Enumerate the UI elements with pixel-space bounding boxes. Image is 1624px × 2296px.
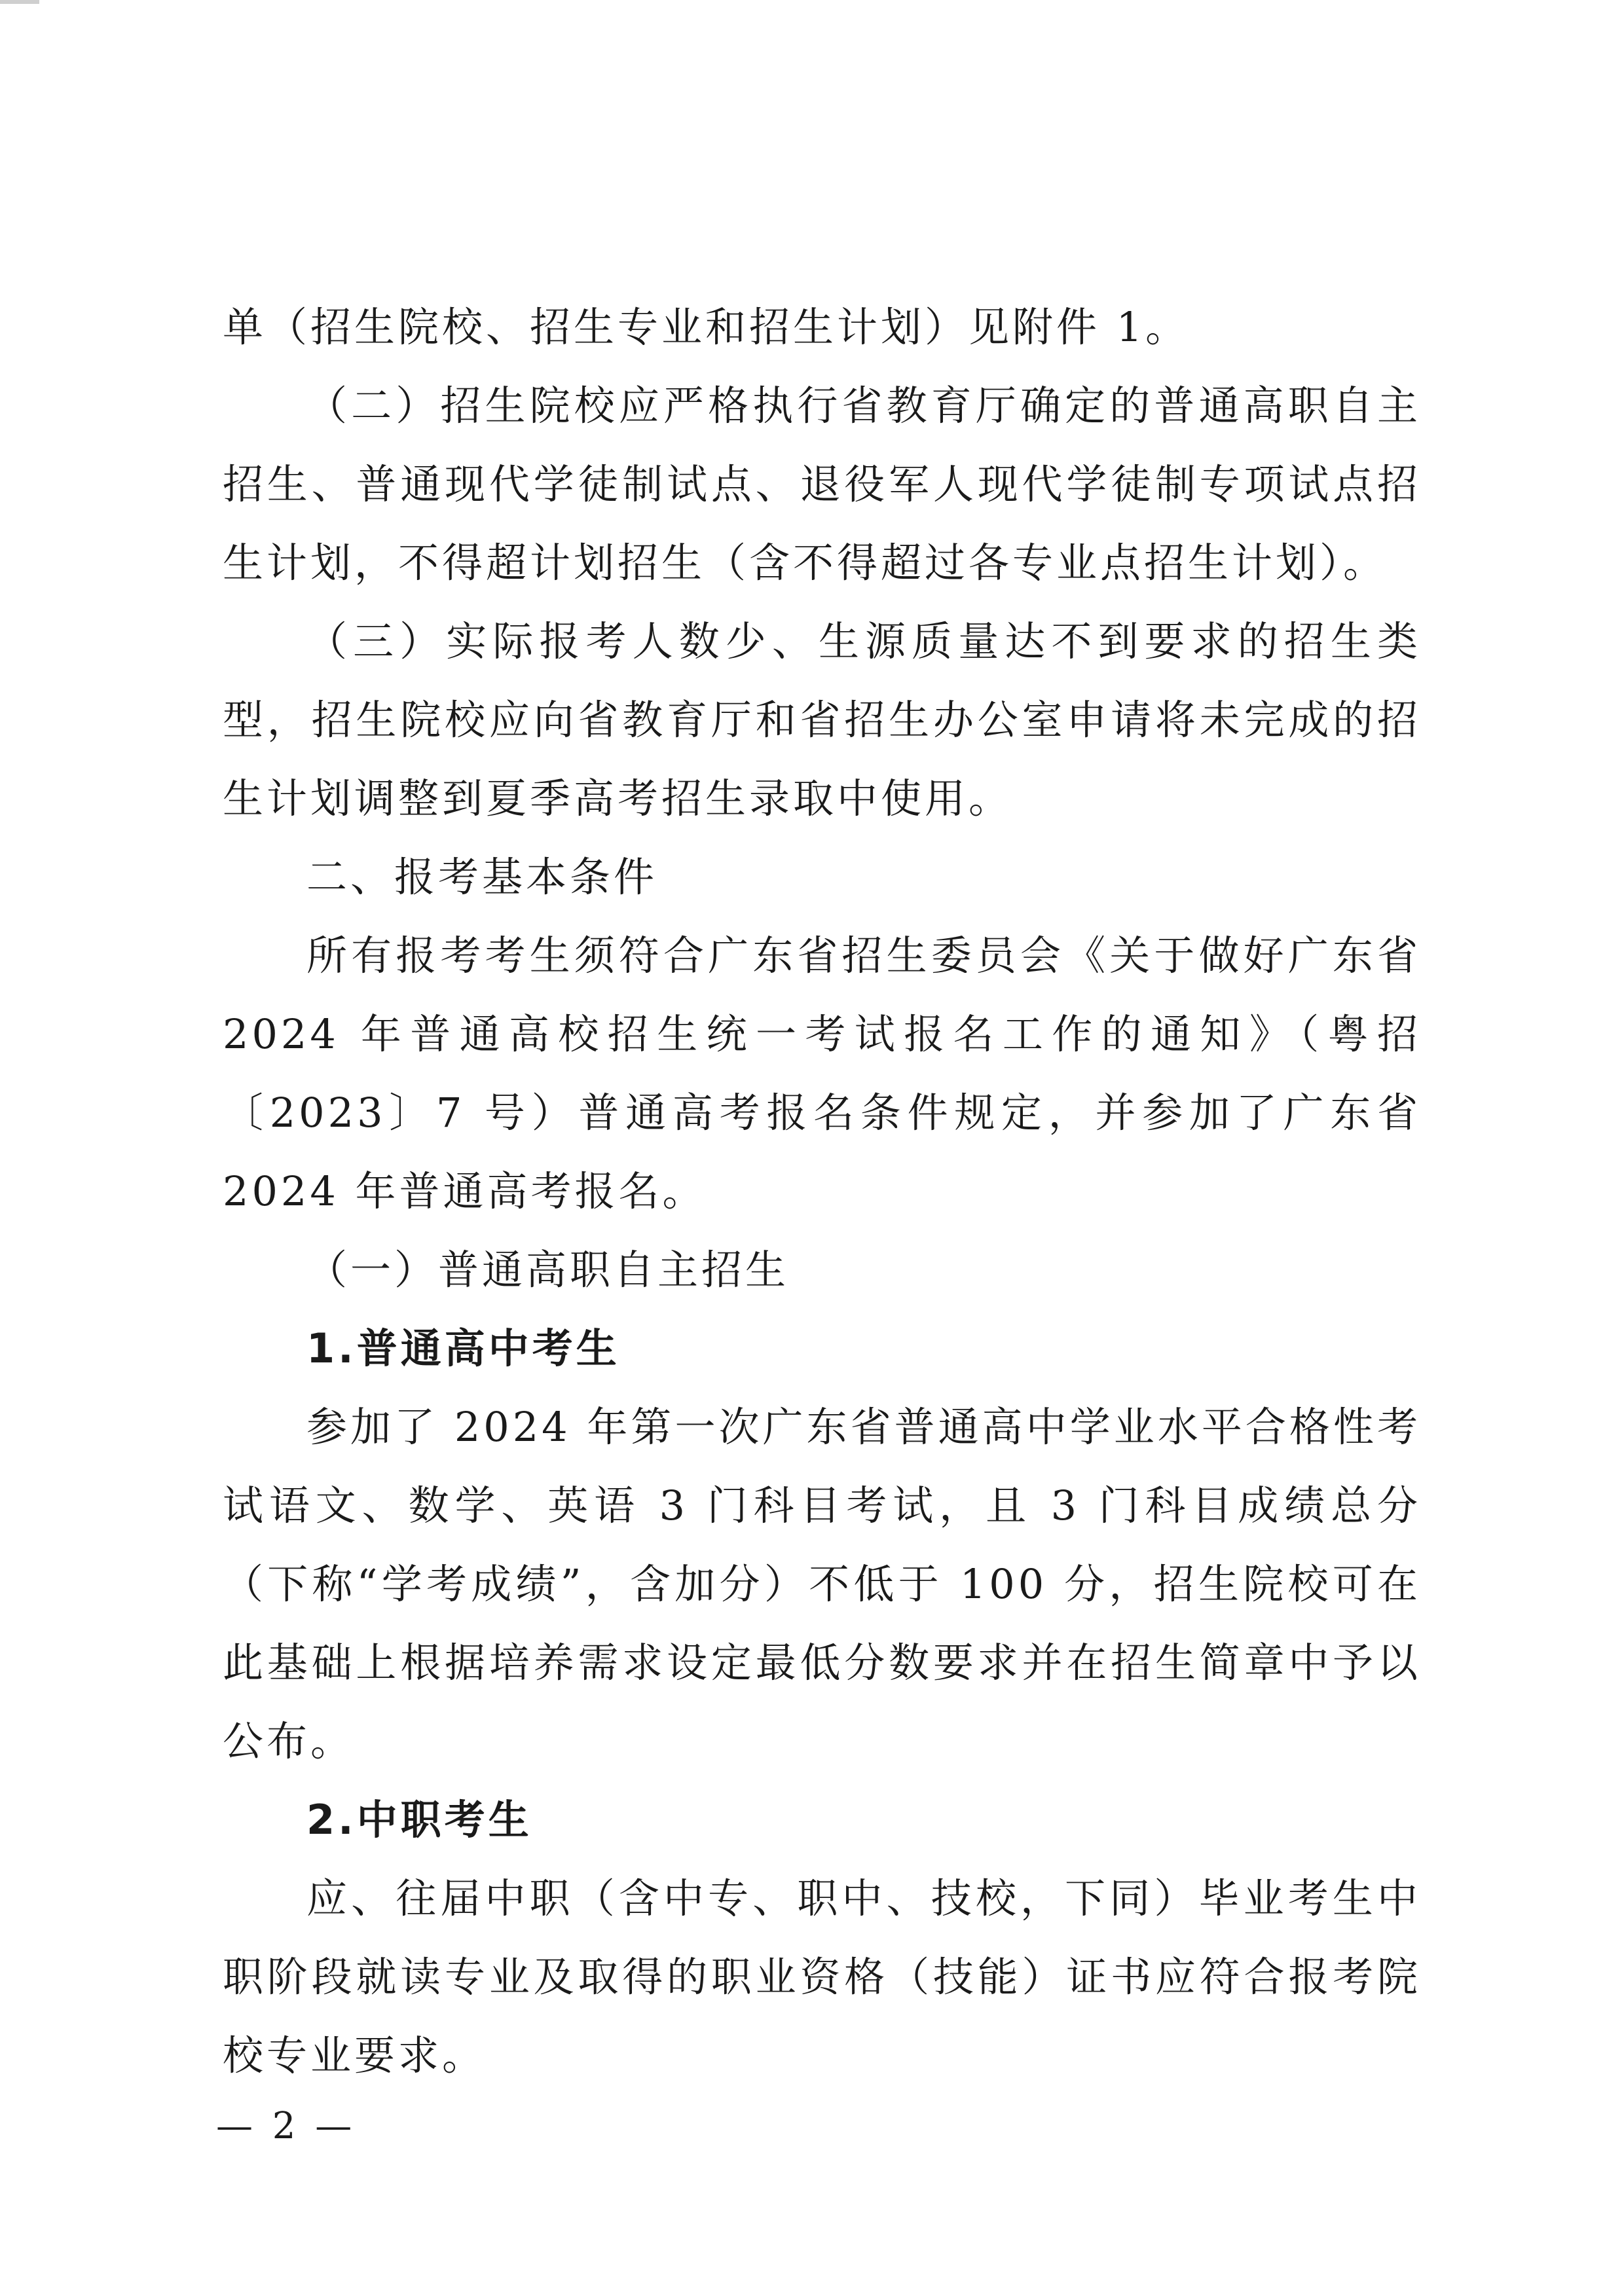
- paragraph-vocational-requirements: 应、往届中职（含中专、职中、技校，下同）毕业考生中职阶段就读专业及取得的职业资格（技能）证书应符合报考院校专业要求。: [223, 1874, 1421, 2079]
- document-body: [223, 288, 1421, 2095]
- section-heading-basic-conditions: 二、报考基本条件: [306, 853, 658, 901]
- paragraph-plan-list-continuation: 单（招生院校、招生专业和招生计划）见附件 1。: [223, 303, 1190, 351]
- paragraph-item-3: （三）实际报考人数少、生源质量达不到要求的招生类型，招生院校应向省教育厅和省招生办公室申请将未完成的招生计划调整到夏季高考招生录取中使用。: [223, 617, 1421, 822]
- subsection-title-autonomous-enrollment: （一）普通高职自主招生: [306, 1246, 790, 1294]
- page-number: — 2 —: [216, 2105, 356, 2147]
- paragraph-high-school-requirements: 参加了 2024 年第一次广东省普通高中学业水平合格性考试语文、数学、英语 3 门科目考试，且 3 门科目成绩总分（下称“学考成绩”，含加分）不低于 100 分，招生院校可在此基础上根据培养需求设定最低分数要求并在招生简章中予以公布。: [223, 1403, 1421, 1765]
- scan-corner-mark: [0, 0, 39, 4]
- subheading-high-school-candidates: 1.普通高中考生: [306, 1324, 620, 1372]
- subheading-vocational-candidates: 2.中职考生: [306, 1796, 532, 1844]
- paragraph-general-requirements: 所有报考考生须符合广东省招生委员会《关于做好广东省 2024 年普通高校招生统一考试报名工作的通知》（粤招〔2023〕7 号）普通高考报名条件规定，并参加了广东省 2024 年普通高考报名。: [223, 932, 1421, 1215]
- paragraph-item-2: （二）招生院校应严格执行省教育厅确定的普通高职自主招生、普通现代学徒制试点、退役军人现代学徒制专项试点招生计划，不得超计划招生（含不得超过各专业点招生计划）。: [223, 382, 1421, 587]
